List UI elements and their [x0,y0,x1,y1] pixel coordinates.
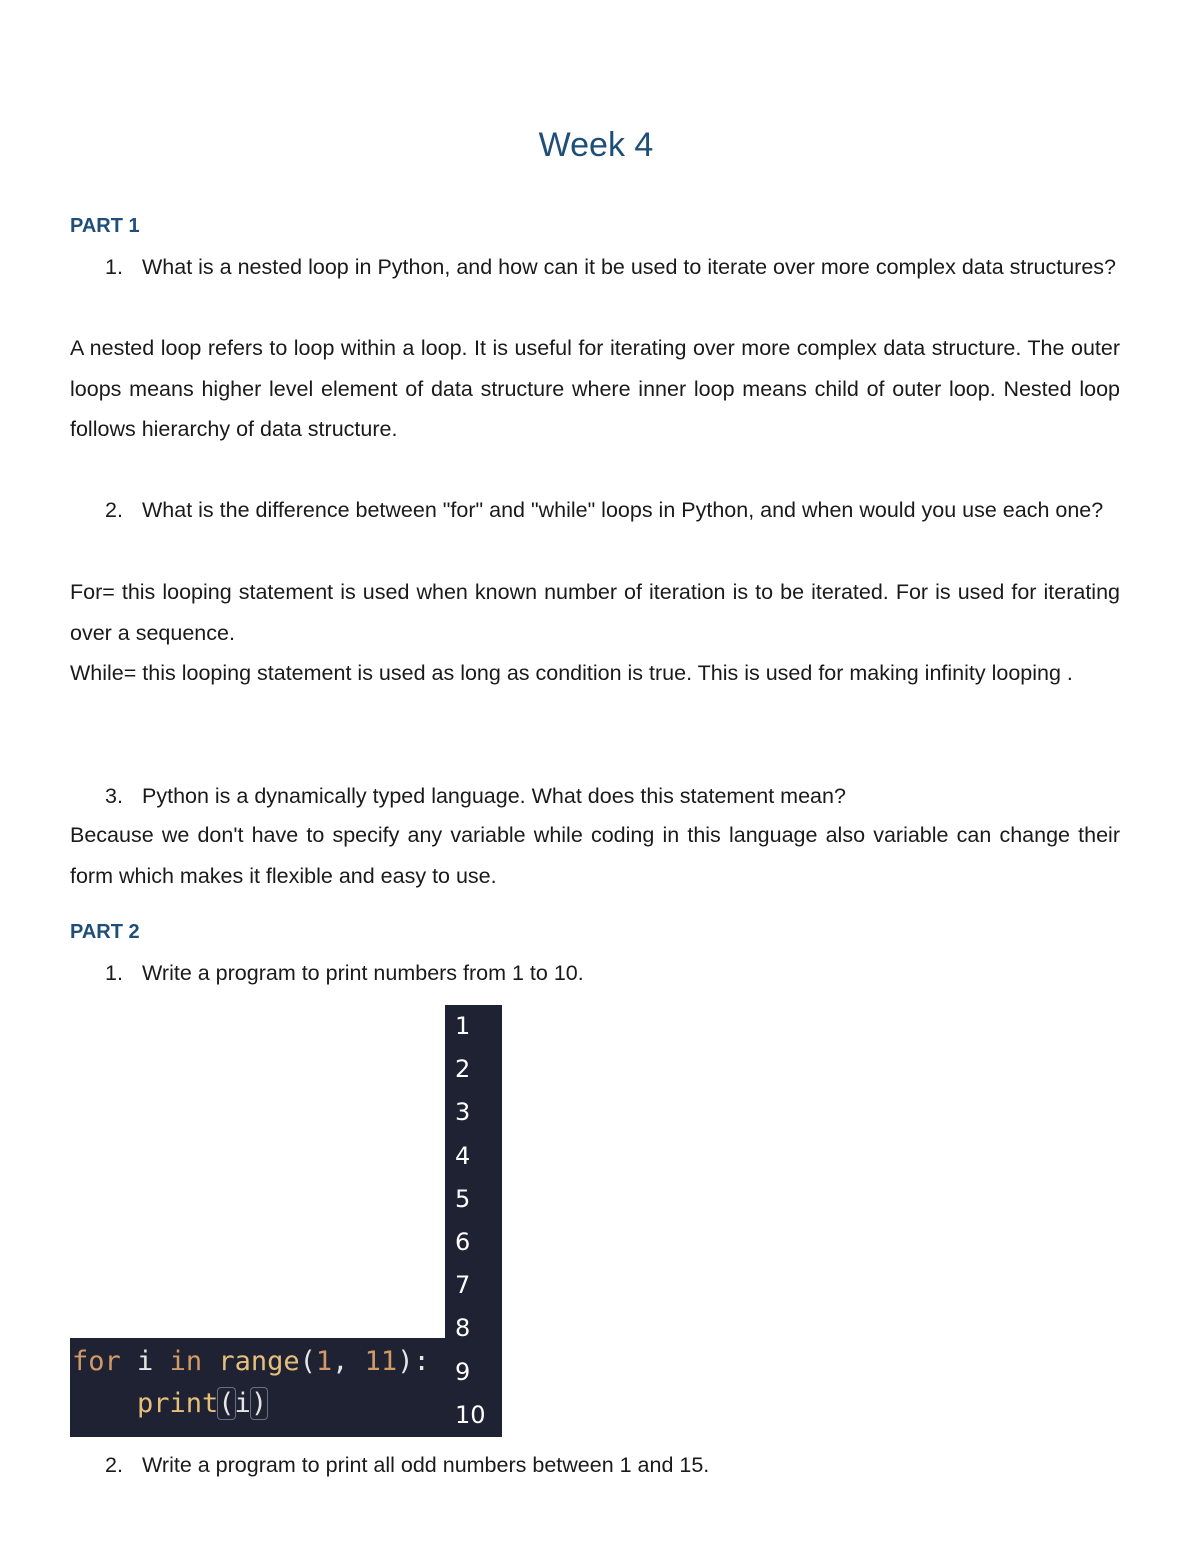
answer-paragraph: Because we don't have to specify any variable while coding in this language also variable can change their form which makes it flexible and easy to use. [70,823,1120,888]
question-text: What is a nested loop in Python, and how can it be used to iterate over more complex data structures? [142,255,1117,279]
answer-paragraph: A nested loop refers to loop within a loop. It is useful for iterating over more complex data structure. The outer loops means higher level element of data structure where inner loop means child of outer loop. Nested loop follows hierarchy of data structure. [70,336,1120,441]
question-text: Write a program to print all odd numbers between 1 and 15. [142,1453,710,1477]
part1-question-1 [105,247,1120,287]
question-number: 2. [105,498,123,522]
output-line: 2 [455,1055,471,1084]
part-1-heading: PART 1 [70,215,140,237]
question-number: 3. [105,784,123,808]
code-token: ( [218,1388,235,1419]
part1-answer-2 [70,572,1120,694]
question-text: Write a program to print numbers from 1 to 10. [142,961,584,985]
output-line: 5 [455,1184,471,1213]
page-title: Week 4 [538,126,654,164]
code-token: , [332,1346,365,1377]
code-token: ): [397,1346,430,1377]
code-token: ) [250,1388,268,1419]
code-token: print [137,1388,219,1419]
code-token: in [169,1346,203,1377]
code-token: for [72,1346,121,1377]
question-text: Python is a dynamically typed language. What does this statement mean? [142,784,846,808]
output-line: 9 [455,1357,471,1386]
answer-paragraph: For= this looping statement is used when known number of iteration is to be iterated. For is used for iterating over a sequence. [70,580,1120,645]
output-line: 1 [455,1012,471,1040]
question-number: 2. [105,1453,123,1477]
output-line: 6 [455,1227,471,1256]
part1-question-2 [105,490,1120,530]
code-screenshot [70,1338,445,1437]
code-token: i [120,1346,170,1377]
part1-answer-3 [70,815,1120,896]
output-line: 3 [455,1098,471,1127]
code-token: i [234,1388,251,1419]
part-2-heading: PART 2 [70,921,140,943]
part1-question-3 [105,776,1120,816]
code-token: ( [299,1346,316,1377]
code-line-1 [72,1341,445,1383]
code-token: 11 [364,1346,398,1377]
question-number: 1. [105,961,123,985]
output-line: 4 [455,1141,471,1170]
code-token: 1 [315,1346,333,1377]
code-token: range [202,1346,300,1377]
output-line: 8 [455,1314,471,1343]
answer-paragraph: While= this looping statement is used as long as condition is true. This is used for making infinity looping . [70,661,1073,685]
question-number: 1. [105,255,123,279]
code-line-2 [72,1383,445,1425]
part2-question-1 [105,953,1120,993]
program-output-screenshot [445,1005,502,1437]
question-text: What is the difference between "for" and "while" loops in Python, and when would you use each one? [142,498,1104,522]
output-line: 7 [455,1271,471,1300]
output-line: 10 [455,1400,486,1429]
part2-question-2 [105,1445,1120,1485]
part1-answer-1 [70,328,1120,450]
